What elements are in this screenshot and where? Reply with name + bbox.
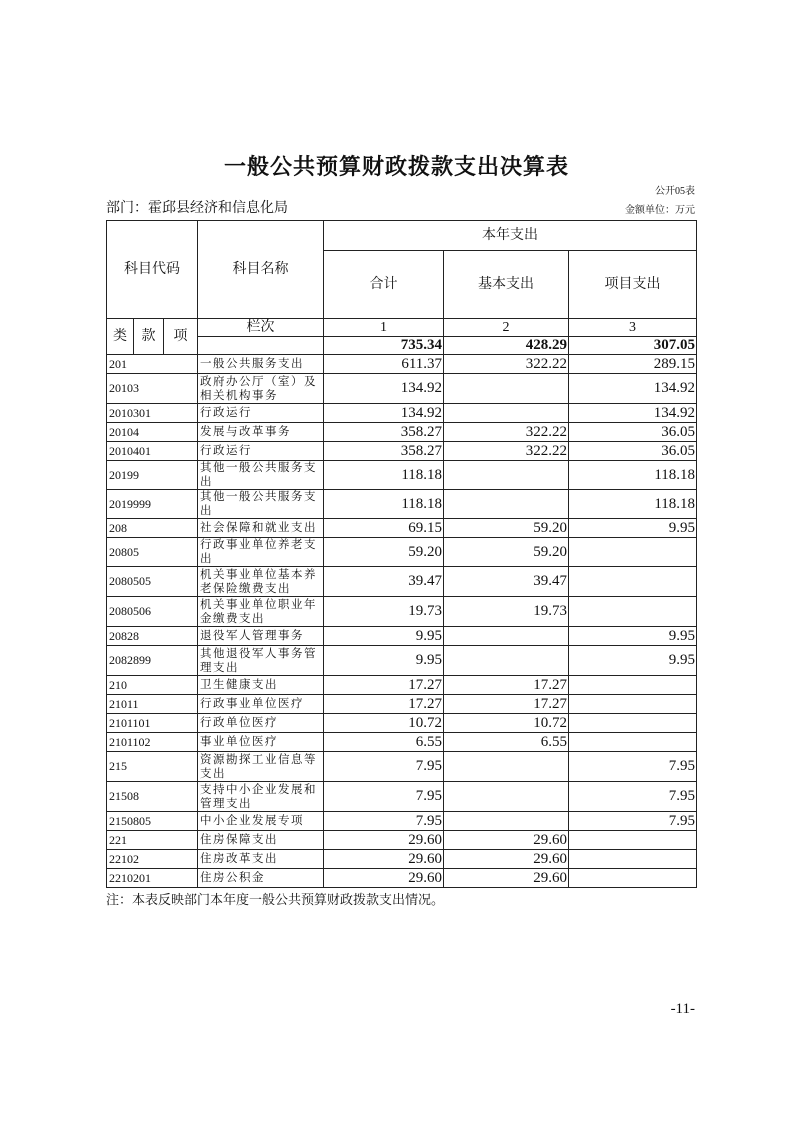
row-total: 69.15 [324,519,444,538]
row-basic: 322.22 [444,355,569,374]
row-code: 2010301 [107,404,198,423]
row-project [569,869,697,888]
row-total: 134.92 [324,374,444,404]
row-basic: 17.27 [444,676,569,695]
row-code: 2080506 [107,597,198,627]
row-name: 事业单位医疗 [198,733,324,752]
row-basic [444,404,569,423]
table-row [107,869,697,888]
total-basic: 428.29 [444,337,569,355]
row-basic: 29.60 [444,850,569,869]
row-basic: 10.72 [444,714,569,733]
row-code: 20104 [107,423,198,442]
row-code: 20103 [107,374,198,404]
table-row [107,490,697,519]
table-row [107,567,697,597]
total-sum: 735.34 [324,337,444,355]
row-total: 39.47 [324,567,444,597]
row-basic: 59.20 [444,538,569,567]
row-total: 134.92 [324,404,444,423]
table-row [107,461,697,490]
row-name: 行政运行 [198,404,324,423]
row-name: 住房改革支出 [198,850,324,869]
row-code: 201 [107,355,198,374]
page-number: -11- [670,1001,695,1017]
table-row [107,646,697,676]
row-total: 10.72 [324,714,444,733]
row-basic [444,646,569,676]
row-total: 358.27 [324,442,444,461]
row-code: 20828 [107,627,198,646]
amount-unit: 金额单位：万元 [625,205,695,216]
row-project: 134.92 [569,404,697,423]
row-total: 29.60 [324,831,444,850]
row-name: 支持中小企业发展和管理支出 [198,782,324,812]
table-section [106,220,696,908]
table-row [107,782,697,812]
row-total: 17.27 [324,695,444,714]
row-project [569,714,697,733]
table-row [107,404,697,423]
row-name: 中小企业发展专项 [198,812,324,831]
row-basic [444,374,569,404]
row-project: 36.05 [569,423,697,442]
row-code: 20805 [107,538,198,567]
row-basic: 29.60 [444,831,569,850]
row-total: 59.20 [324,538,444,567]
row-total: 7.95 [324,782,444,812]
row-total: 118.18 [324,461,444,490]
row-project: 7.95 [569,812,697,831]
row-name: 退役军人管理事务 [198,627,324,646]
row-code: 2082899 [107,646,198,676]
row-name: 行政事业单位医疗 [198,695,324,714]
row-code: 2019999 [107,490,198,519]
row-total: 7.95 [324,812,444,831]
row-total: 9.95 [324,627,444,646]
row-code: 2101102 [107,733,198,752]
row-code: 2101101 [107,714,198,733]
row-name: 行政运行 [198,442,324,461]
total-name [198,337,324,355]
row-basic [444,752,569,782]
row-code: 20199 [107,461,198,490]
row-code: 210 [107,676,198,695]
row-basic [444,812,569,831]
row-project: 7.95 [569,752,697,782]
row-name: 发展与改革事务 [198,423,324,442]
row-code: 208 [107,519,198,538]
row-total: 118.18 [324,490,444,519]
row-name: 机关事业单位职业年金缴费支出 [198,597,324,627]
header-xiang: 项 [164,319,198,355]
row-project [569,831,697,850]
row-basic: 322.22 [444,423,569,442]
header-code: 科目代码 [107,221,198,319]
row-project: 289.15 [569,355,697,374]
row-project: 134.92 [569,374,697,404]
row-code: 22102 [107,850,198,869]
table-row [107,519,697,538]
header-year-expenditure: 本年支出 [324,221,697,251]
table-row [107,695,697,714]
header-basic: 基本支出 [444,251,569,319]
row-code: 215 [107,752,198,782]
table-row [107,831,697,850]
row-basic: 29.60 [444,869,569,888]
table-row [107,355,697,374]
row-name: 其他退役军人事务管理支出 [198,646,324,676]
total-project: 307.05 [569,337,697,355]
row-code: 2210201 [107,869,198,888]
row-basic: 59.20 [444,519,569,538]
row-project [569,567,697,597]
row-project: 36.05 [569,442,697,461]
row-project: 9.95 [569,519,697,538]
row-name: 机关事业单位基本养老保险缴费支出 [198,567,324,597]
row-project [569,695,697,714]
row-project: 7.95 [569,782,697,812]
expenditure-table [106,220,697,888]
row-code: 21011 [107,695,198,714]
header-col-label: 栏次 [198,319,324,337]
row-name: 住房保障支出 [198,831,324,850]
col-number-3: 3 [569,319,697,337]
row-name: 住房公积金 [198,869,324,888]
row-project [569,850,697,869]
form-number: 公开05表 [655,186,695,197]
row-project: 118.18 [569,461,697,490]
table-row [107,812,697,831]
header-total: 合计 [324,251,444,319]
row-code: 21508 [107,782,198,812]
row-basic [444,627,569,646]
row-basic: 19.73 [444,597,569,627]
row-total: 9.95 [324,646,444,676]
row-project [569,538,697,567]
row-project: 9.95 [569,627,697,646]
table-note: 注：本表反映部门本年度一般公共预算财政拨款支出情况。 [106,892,445,907]
page-title: 一般公共预算财政拨款支出决算表 [223,155,569,180]
row-name: 其他一般公共服务支出 [198,490,324,519]
row-basic: 6.55 [444,733,569,752]
header-kuan: 款 [134,319,164,355]
row-name: 行政单位医疗 [198,714,324,733]
row-basic: 17.27 [444,695,569,714]
row-name: 政府办公厅（室）及相关机构事务 [198,374,324,404]
table-row [107,538,697,567]
row-basic [444,490,569,519]
row-basic: 322.22 [444,442,569,461]
row-basic: 39.47 [444,567,569,597]
row-code: 221 [107,831,198,850]
row-code: 2010401 [107,442,198,461]
header-name: 科目名称 [198,221,324,319]
row-name: 社会保障和就业支出 [198,519,324,538]
row-name: 其他一般公共服务支出 [198,461,324,490]
row-project [569,733,697,752]
table-row [107,714,697,733]
row-total: 19.73 [324,597,444,627]
row-code: 2150805 [107,812,198,831]
table-row [107,627,697,646]
header-project: 项目支出 [569,251,697,319]
row-total: 611.37 [324,355,444,374]
table-row [107,442,697,461]
table-row [107,423,697,442]
row-project [569,676,697,695]
row-total: 6.55 [324,733,444,752]
row-basic [444,461,569,490]
table-row [107,676,697,695]
department: 部门：霍邱县经济和信息化局 [106,201,288,216]
row-code: 2080505 [107,567,198,597]
table-row [107,733,697,752]
table-row [107,752,697,782]
table-row [107,597,697,627]
table-row [107,374,697,404]
row-total: 358.27 [324,423,444,442]
table-row [107,850,697,869]
row-total: 7.95 [324,752,444,782]
row-project: 118.18 [569,490,697,519]
col-number-1: 1 [324,319,444,337]
header-lei: 类 [107,319,134,355]
row-total: 29.60 [324,869,444,888]
col-number-2: 2 [444,319,569,337]
row-name: 资源勘探工业信息等支出 [198,752,324,782]
row-basic [444,782,569,812]
row-total: 17.27 [324,676,444,695]
row-total: 29.60 [324,850,444,869]
row-name: 行政事业单位养老支出 [198,538,324,567]
row-name: 卫生健康支出 [198,676,324,695]
row-name: 一般公共服务支出 [198,355,324,374]
row-project [569,597,697,627]
row-project: 9.95 [569,646,697,676]
